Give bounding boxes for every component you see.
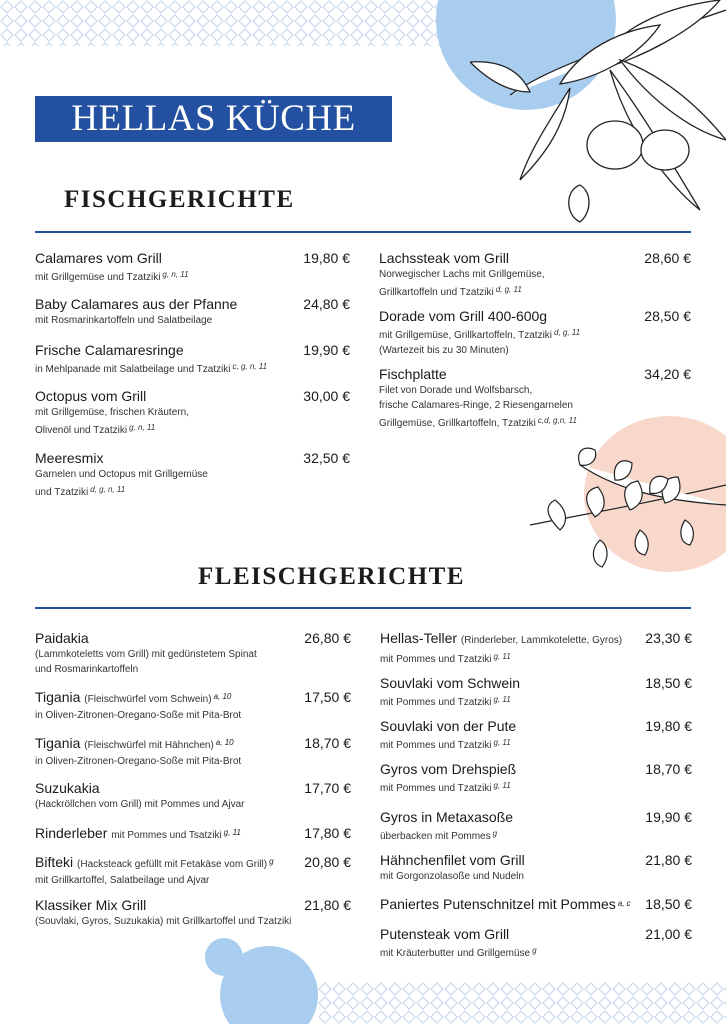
allergen-codes: c, g, n, 11: [232, 362, 268, 371]
item-description: mit Kräuterbutter und Grillgemüse $^g$: [380, 946, 537, 959]
menu-item-suzukakia: [35, 780, 351, 824]
menu-item-calamares-grill: [35, 250, 350, 296]
item-description: in Oliven-Zitronen-Oregano-Soße mit Pita-Brot: [35, 710, 242, 721]
allergen-codes: a, 10: [213, 692, 232, 701]
item-description: mit Rosmarinkartoffeln und Salatbeilage: [35, 315, 213, 326]
item-price: 24,80 €: [303, 296, 350, 312]
item-description: mit Pommes und Tzatziki $^{g, 11}$: [380, 781, 511, 794]
item-description: Filet von Dorade und Wolfsbarsch,: [379, 385, 533, 396]
item-description: mit Pommes und Tzatziki $^{g, 11}$: [380, 738, 511, 751]
item-name: Dorade vom Grill 400-600g: [379, 308, 548, 324]
lattice-pattern-top-left: [0, 0, 440, 46]
item-description: (Hackröllchen vom Grill) mit Pommes und Ajvar: [35, 799, 245, 810]
menu-item-octopus: [35, 388, 350, 450]
divider-fisch: [35, 231, 691, 233]
item-name: Hellas-Teller (Rinderleber, Lammkotelette, Gyros): [380, 630, 623, 646]
item-name: Lachssteak vom Grill: [379, 250, 509, 266]
fleisch-left-column: [35, 630, 351, 937]
menu-item-baby-calamares: [35, 296, 350, 342]
allergen-codes: d, g, 11: [554, 328, 581, 337]
menu-item-rinderleber: [35, 824, 351, 853]
item-description: (Lammkoteletts vom Grill) mit gedünstetem Spinat: [35, 649, 257, 660]
item-name: Gyros vom Drehspieß: [380, 761, 517, 777]
allergen-codes: g, 11: [223, 828, 241, 837]
menu-item-meeresmix: [35, 450, 350, 496]
item-price: 18,70 €: [304, 735, 351, 751]
item-price: 21,80 €: [304, 897, 351, 913]
allergen-codes: g, 11: [493, 652, 511, 661]
allergen-codes: a, 10: [215, 738, 234, 747]
allergen-codes: c,d, g,n, 11: [537, 416, 577, 425]
menu-item-tigania-schwein: [35, 688, 351, 734]
item-description: mit Pommes und Tzatziki $^{g, 11}$: [380, 652, 511, 665]
menu-item-souvlaki-pute: [380, 718, 692, 761]
item-description: mit Grillgemüse, Grillkartoffeln, Tzatziki $^{d, g, 11}$: [379, 328, 581, 341]
menu-item-haehnchenfilet: [380, 852, 692, 895]
item-name: Paniertes Putenschnitzel mit Pommes $^{a, c}$: [380, 896, 631, 912]
allergen-codes: g, 11: [493, 738, 511, 747]
item-price: 17,50 €: [304, 689, 351, 705]
item-description: Garnelen und Octopus mit Grillgemüse: [35, 469, 208, 480]
allergen-codes: d, g, n, 11: [90, 485, 126, 494]
fisch-right-column: [379, 250, 691, 430]
item-name: Tigania (Fleischwürfel mit Hähnchen) $^{a, 10}$: [35, 735, 234, 751]
section-title-fisch: FISCHGERICHTE: [64, 186, 295, 213]
item-price: 28,60 €: [644, 250, 691, 266]
item-description: mit Gorgonzolasoße und Nudeln: [380, 871, 524, 882]
item-price: 26,80 €: [304, 630, 351, 646]
item-description: mit Grillgemüse, frischen Kräutern,: [35, 407, 189, 418]
menu-item-bifteki: [35, 853, 351, 897]
menu-item-tigania-haehnchen: [35, 734, 351, 780]
item-name: Frische Calamaresringe: [35, 342, 184, 358]
allergen-codes: g, n, 11: [162, 270, 189, 279]
item-description: mit Pommes und Tzatziki $^{g, 11}$: [380, 695, 511, 708]
item-price: 23,30 €: [645, 630, 692, 646]
item-description: in Oliven-Zitronen-Oregano-Soße mit Pita-Brot: [35, 756, 242, 767]
item-name: Souvlaki von der Pute: [380, 718, 517, 734]
allergen-codes: g, n, 11: [129, 423, 156, 432]
brand-title: HELLAS KÜCHE: [71, 98, 356, 139]
item-description: frische Calamares-Ringe, 2 Riesengarnelen: [379, 400, 573, 411]
fisch-left-column: [35, 250, 350, 496]
item-description: Olivenöl und Tzatziki $^{g, n, 11}$: [35, 423, 156, 436]
menu-item-hellas-teller: [380, 630, 692, 675]
item-description: mit Grillgemüse und Tzatziki $^{g, n, 11}$: [35, 270, 189, 283]
item-price: 17,70 €: [304, 780, 351, 796]
allergen-codes: g: [269, 857, 274, 866]
allergen-codes: d, g, 11: [495, 285, 522, 294]
olive-branch-illustration: [470, 0, 726, 230]
item-name: Putensteak vom Grill: [380, 926, 510, 942]
item-description: mit Grillkartoffel, Salatbeilage und Ajvar: [35, 875, 210, 886]
item-name: Fischplatte: [379, 366, 447, 382]
item-price: 21,80 €: [645, 852, 692, 868]
allergen-codes: g, 11: [493, 781, 511, 790]
item-name: Souvlaki vom Schwein: [380, 675, 521, 691]
item-name: Tigania (Fleischwürfel vom Schwein) $^{a, 10}$: [35, 689, 232, 705]
fleisch-right-column: [380, 630, 692, 962]
item-price: 19,80 €: [303, 250, 350, 266]
item-name: Klassiker Mix Grill: [35, 897, 147, 913]
menu-item-paidakia: [35, 630, 351, 688]
item-name: Octopus vom Grill: [35, 388, 147, 404]
item-name: Gyros in Metaxasoße: [380, 809, 514, 825]
allergen-codes: g: [532, 946, 537, 955]
brand-banner: [35, 96, 392, 142]
item-price: 21,00 €: [645, 926, 692, 942]
item-price: 19,90 €: [303, 342, 350, 358]
menu-item-lachssteak: [379, 250, 691, 308]
menu-item-putensteak: [380, 926, 692, 962]
item-price: 18,50 €: [645, 896, 692, 912]
item-price: 17,80 €: [304, 825, 351, 841]
item-name: Hähnchenfilet vom Grill: [380, 852, 525, 868]
menu-item-dorade: [379, 308, 691, 366]
item-name: Calamares vom Grill: [35, 250, 162, 266]
item-price: 20,80 €: [304, 854, 351, 870]
item-name: Rinderleber mit Pommes und Tsatziki $^{g, 11}$: [35, 825, 241, 841]
menu-item-souvlaki-schwein: [380, 675, 692, 718]
item-description: Norwegischer Lachs mit Grillgemüse,: [379, 269, 545, 280]
item-price: 28,50 €: [644, 308, 691, 324]
lattice-pattern-bottom-right: [318, 982, 726, 1024]
item-name: Meeresmix: [35, 450, 104, 466]
menu-item-gyros-metaxa: [380, 809, 692, 852]
menu-item-calamaresringe: [35, 342, 350, 388]
item-description: Grillgemüse, Grillkartoffeln, Tzatziki $^{c,d, g,n, 11}$: [379, 416, 577, 429]
item-name: Baby Calamares aus der Pfanne: [35, 296, 238, 312]
menu-item-mix-grill: [35, 897, 351, 937]
menu-item-fischplatte: [379, 366, 691, 430]
item-description: in Mehlpanade mit Salatbeilage und Tzatziki $^{c, g, n, 11}$: [35, 362, 268, 375]
item-price: 18,70 €: [645, 761, 692, 777]
item-name: Bifteki (Hacksteack gefüllt mit Fetakäse vom Grill) $^g$: [35, 854, 274, 870]
section-title-fleisch: FLEISCHGERICHTE: [198, 563, 466, 590]
allergen-codes: g: [492, 829, 498, 838]
item-description: und Rosmarinkartoffeln: [35, 664, 139, 675]
item-name: Suzukakia: [35, 780, 100, 796]
item-description: überbacken mit Pommes $^g$: [380, 829, 498, 842]
item-description: und Tzatziki $^{d, g, n, 11}$: [35, 485, 126, 498]
menu-item-gyros-drehspiess: [380, 761, 692, 809]
divider-fleisch: [35, 607, 691, 609]
item-price: 18,50 €: [645, 675, 692, 691]
item-price: 19,90 €: [645, 809, 692, 825]
allergen-codes: a, c: [617, 899, 631, 908]
item-name: Paidakia: [35, 630, 89, 646]
item-price: 34,20 €: [644, 366, 691, 382]
item-price: 32,50 €: [303, 450, 350, 466]
item-price: 19,80 €: [645, 718, 692, 734]
blue-circle-bottom-small: [205, 938, 243, 976]
item-description: (Souvlaki, Gyros, Suzukakia) mit Grillkartoffel und Tzatziki: [35, 916, 292, 927]
item-description: Grillkartoffeln und Tzatziki $^{d, g, 11}$: [379, 285, 522, 298]
item-price: 30,00 €: [303, 388, 350, 404]
herb-sprig-illustration: [520, 445, 726, 570]
menu-item-putenschnitzel: [380, 895, 692, 926]
allergen-codes: g, 11: [493, 695, 511, 704]
item-description: (Wartezeit bis zu 30 Minuten): [379, 345, 509, 356]
